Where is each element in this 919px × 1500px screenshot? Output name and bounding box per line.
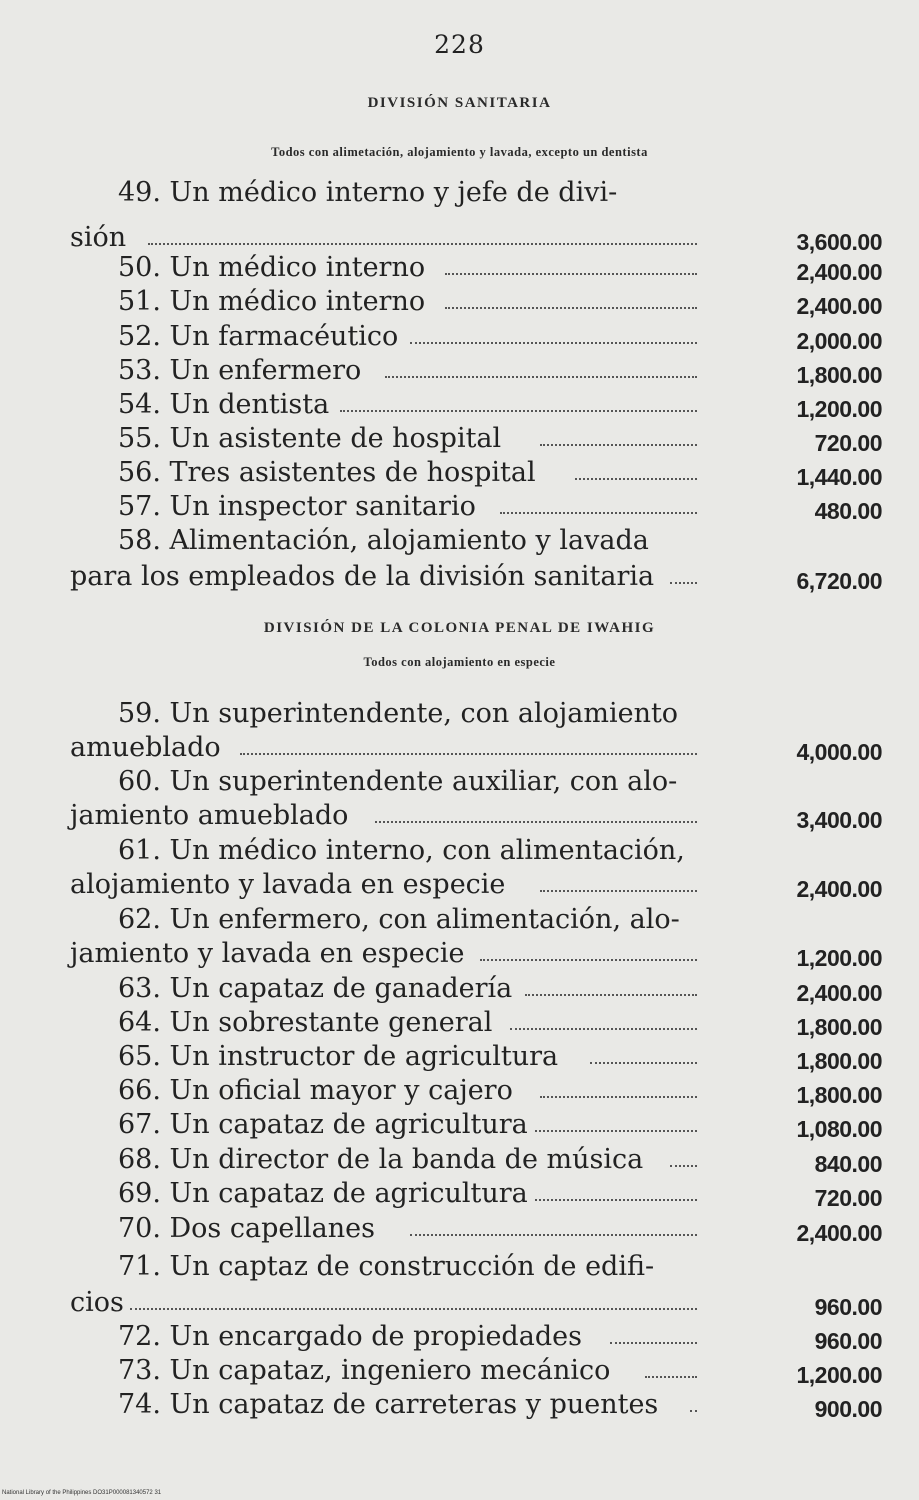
line-text: jamiento amueblado <box>70 800 349 831</box>
line-text: 49. Un médico interno y jefe de divi- <box>118 177 618 208</box>
line-text: 73. Un capataz, ingeniero mecánico <box>118 1355 611 1386</box>
budget-line-item <box>70 251 882 285</box>
line-text: 74. Un capataz de carreteras y puentes <box>118 1389 659 1420</box>
budget-line-item <box>70 354 882 388</box>
dot-leader <box>410 342 697 344</box>
dot-leader <box>130 1308 697 1310</box>
line-amount: 2,400.00 <box>796 876 882 902</box>
line-amount: 2,400.00 <box>796 259 882 285</box>
budget-line-item <box>70 560 882 594</box>
dot-leader <box>670 1165 697 1167</box>
line-text: alojamiento y lavada en especie <box>70 869 506 900</box>
budget-line-item <box>70 868 882 902</box>
line-text: cios <box>70 1287 124 1318</box>
budget-line-item <box>70 1320 882 1354</box>
line-text: 70. Dos capellanes <box>118 1213 375 1244</box>
line-amount: 3,600.00 <box>796 229 882 255</box>
line-text: 68. Un director de la banda de música <box>118 1144 644 1175</box>
dot-leader <box>540 890 697 892</box>
dot-leader <box>445 273 697 275</box>
budget-line-item <box>70 1006 882 1040</box>
line-text: 58. Alimentación, alojamiento y lavada <box>118 525 649 556</box>
dot-leader <box>645 1376 697 1378</box>
budget-line-continued <box>70 524 882 558</box>
section-title-iwahig: DIVISIÓN DE LA COLONIA PENAL DE IWAHIG <box>263 620 656 636</box>
line-amount: 6,720.00 <box>796 568 882 594</box>
dot-leader <box>575 478 697 480</box>
budget-line-continued <box>70 903 882 937</box>
line-amount: 1,080.00 <box>796 1116 882 1142</box>
line-text: 55. Un asistente de hospital <box>118 423 502 454</box>
line-amount: 1,200.00 <box>796 1362 882 1388</box>
line-amount: 1,440.00 <box>796 464 882 490</box>
budget-line-item <box>70 799 882 833</box>
dot-leader <box>540 444 697 446</box>
line-text: 69. Un capataz de agricultura <box>118 1178 528 1209</box>
line-amount: 2,000.00 <box>796 328 882 354</box>
budget-line-item <box>70 1143 882 1177</box>
dot-leader <box>535 1130 697 1132</box>
budget-line-item <box>70 1388 882 1422</box>
dot-leader <box>385 376 697 378</box>
line-text: 60. Un superintendente auxiliar, con alo- <box>118 766 678 797</box>
line-text: 67. Un capataz de agricultura <box>118 1109 528 1140</box>
budget-line-item <box>70 456 882 490</box>
budget-line-item <box>70 972 882 1006</box>
budget-line-item <box>70 1212 882 1246</box>
dot-leader <box>240 753 697 755</box>
line-text: 52. Un farmacéutico <box>118 321 399 352</box>
dot-leader <box>540 1096 697 1098</box>
budget-line-item <box>70 1354 882 1388</box>
budget-line-item <box>70 320 882 354</box>
budget-line-continued <box>70 765 882 799</box>
dot-leader <box>535 1199 697 1201</box>
dot-leader <box>375 821 697 823</box>
line-text: 62. Un enfermero, con alimentación, alo- <box>118 904 680 935</box>
dot-leader <box>340 410 697 412</box>
line-amount: 1,200.00 <box>796 396 882 422</box>
line-text: sión <box>70 222 127 253</box>
line-text: amueblado <box>70 732 221 763</box>
dot-leader <box>610 1342 697 1344</box>
line-text: 61. Un médico interno, con alimentación, <box>118 835 685 866</box>
budget-line-item <box>70 731 882 765</box>
budget-line-continued <box>70 176 882 210</box>
line-amount: 2,400.00 <box>796 980 882 1006</box>
line-amount: 3,400.00 <box>796 807 882 833</box>
dot-leader <box>445 307 697 309</box>
budget-line-item <box>70 1074 882 1108</box>
dot-leader <box>500 512 697 514</box>
dot-leader <box>670 582 697 584</box>
budget-line-item <box>70 1177 882 1211</box>
line-amount: 720.00 <box>814 430 882 456</box>
section-subtitle-iwahig: Todos con alojamiento en especie <box>363 655 556 669</box>
line-amount: 480.00 <box>814 498 882 524</box>
budget-line-item <box>70 1286 882 1320</box>
line-text: 54. Un dentista <box>118 389 330 420</box>
line-text: jamiento y lavada en especie <box>70 938 465 969</box>
line-amount: 900.00 <box>814 1396 882 1422</box>
line-text: para los empleados de la división sanitaria <box>70 561 655 592</box>
line-text: 66. Un oficial mayor y cajero <box>118 1075 513 1106</box>
section-subtitle-sanitaria: Todos con alimetación, alojamiento y lavada, excepto un dentista <box>271 145 648 159</box>
line-text: 59. Un superintendente, con alojamiento <box>118 698 679 729</box>
line-amount: 2,400.00 <box>796 1220 882 1246</box>
budget-line-item <box>70 1040 882 1074</box>
line-text: 57. Un inspector sanitario <box>118 491 476 522</box>
line-amount: 4,000.00 <box>796 739 882 765</box>
budget-line-continued <box>70 1250 882 1284</box>
library-footer: National Library of the Philippines DO31P000081340572 31 <box>2 1490 162 1496</box>
line-text: 72. Un encargado de propiedades <box>118 1321 582 1352</box>
budget-line-item <box>70 388 882 422</box>
section-title-sanitaria: DIVISIÓN SANITARIA <box>367 95 552 111</box>
dot-leader <box>690 1410 697 1412</box>
dot-leader <box>510 1028 697 1030</box>
budget-line-continued <box>70 697 882 731</box>
line-amount: 2,400.00 <box>796 293 882 319</box>
line-amount: 1,200.00 <box>796 945 882 971</box>
line-amount: 1,800.00 <box>796 362 882 388</box>
budget-line-item <box>70 1108 882 1142</box>
line-text: 53. Un enfermero <box>118 355 362 386</box>
line-text: 51. Un médico interno <box>118 286 426 317</box>
line-text: 63. Un capataz de ganadería <box>118 973 513 1004</box>
dot-leader <box>525 994 697 996</box>
line-amount: 1,800.00 <box>796 1082 882 1108</box>
budget-line-item <box>70 221 882 255</box>
line-text: 50. Un médico interno <box>118 252 426 283</box>
budget-line-continued <box>70 834 882 868</box>
budget-line-item <box>70 285 882 319</box>
line-amount: 960.00 <box>814 1328 882 1354</box>
page-number: 228 <box>434 30 485 59</box>
line-amount: 840.00 <box>814 1151 882 1177</box>
line-text: 64. Un sobrestante general <box>118 1007 493 1038</box>
budget-line-item <box>70 937 882 971</box>
line-text: 56. Tres asistentes de hospital <box>118 457 536 488</box>
dot-leader <box>410 1234 697 1236</box>
dot-leader <box>590 1062 697 1064</box>
line-text: 65. Un instructor de agricultura <box>118 1041 559 1072</box>
line-amount: 1,800.00 <box>796 1014 882 1040</box>
budget-line-item <box>70 490 882 524</box>
line-text: 71. Un captaz de construcción de edifi- <box>118 1251 655 1282</box>
budget-line-item <box>70 422 882 456</box>
dot-leader <box>148 243 697 245</box>
line-amount: 1,800.00 <box>796 1048 882 1074</box>
dot-leader <box>480 959 697 961</box>
line-amount: 720.00 <box>814 1185 882 1211</box>
line-amount: 960.00 <box>814 1294 882 1320</box>
